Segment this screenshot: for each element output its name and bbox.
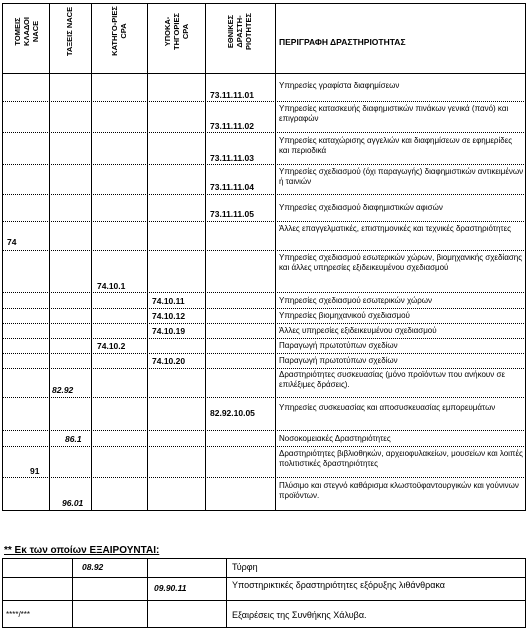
exclusions-col-border [147, 558, 148, 628]
col-border [205, 3, 206, 510]
header-national: ΕΘΝΙΚΕΣ ΔΡΑΣΤΗ- ΡΙΟΤΗΤΕΣ [226, 12, 254, 50]
exclusion-description: Εξαιρέσεις της Συνθήκης Χάλυβα. [232, 610, 367, 620]
activity-description: Υπηρεσίες γραφίστα διαφημίσεων [279, 81, 400, 90]
exclusions-col-border [2, 558, 3, 628]
activity-description: Άλλες επαγγελματικές, επιστημονικές και τεχνικές δραστηριότητες [279, 224, 511, 233]
activity-description: Υπηρεσίες καταχώρισης αγγελιών και διαφημίσεων σε εφημερίδες και περιοδικά [279, 136, 513, 155]
col-border [91, 3, 92, 510]
row-divider [2, 323, 526, 324]
sector-code: 91 [30, 466, 40, 476]
row-divider [2, 101, 526, 102]
class-code: 82.92 [52, 385, 74, 395]
national-code: 73.11.11.02 [210, 121, 254, 131]
exclusions-col-border [525, 558, 526, 628]
row-divider [2, 292, 526, 293]
row-divider [2, 397, 526, 398]
row-divider [2, 308, 526, 309]
activity-description: Νοσοκομειακές Δραστηριότητες [279, 434, 391, 443]
activity-description: Υπηρεσίες σχεδιασμού (όχι παραγωγής) διαφημιστικών αντικειμένων ή ταινιών [279, 167, 524, 186]
national-code: 73.11.11.01 [210, 90, 254, 100]
row-divider [2, 250, 526, 251]
table-bottom-border [2, 510, 526, 511]
activity-description: Υπηρεσίες βιομηχανικού σχεδιασμού [279, 311, 410, 320]
row-divider [2, 368, 526, 369]
activity-description: Παραγωγή πρωτοτύπων σχεδίων [279, 341, 398, 350]
exclusion-code: 08.92 [82, 562, 104, 572]
header-bottom-border [2, 73, 526, 74]
exclusion-code: 09.90.11 [154, 583, 187, 593]
subcategory-code: 74.10.19 [152, 326, 186, 336]
col-border [525, 3, 526, 510]
national-code: 73.11.11.05 [210, 209, 254, 219]
row-divider [2, 353, 526, 354]
exclusions-table-border [2, 558, 526, 559]
exclusions-col-border [226, 558, 227, 628]
row-divider [2, 221, 526, 222]
exclusion-description: Υποστηρικτικές δραστηριότητες εξόρυξης λιθάνθρακα [232, 580, 445, 590]
row-divider [2, 164, 526, 165]
class-code: 86.1 [65, 434, 82, 444]
subcategory-code: 74.10.11 [152, 296, 185, 306]
national-code: 73.11.11.03 [210, 153, 254, 163]
row-divider [2, 194, 526, 195]
col-border [275, 3, 276, 510]
exclusion-description: Τύρφη [232, 562, 258, 572]
activity-description: Υπηρεσίες σχεδιασμού εσωτερικών χώρων, βιομηχανικής σχεδίασης και άλλες υπηρεσίες εξιδεικευμένου σχεδιασμού [279, 253, 523, 272]
sector-code: 74 [7, 237, 17, 247]
header-categories: ΚΑΤΗΓΟ-ΡΙΕΣ CPA [109, 6, 128, 56]
exclusions-title: ** Εκ των οποίων ΕΞΑΙΡΟΥΝΤΑΙ: [4, 545, 160, 556]
row-divider [2, 132, 526, 133]
subcategory-code: 74.10.12 [152, 311, 186, 321]
subcategory-code: 74.10.20 [152, 356, 186, 366]
col-border [49, 3, 50, 510]
header-description: ΠΕΡΙΓΡΑΦΗ ΔΡΑΣΤΗΡΙΟΤΗΤΑΣ [279, 37, 406, 47]
exclusions-row-divider [2, 577, 526, 578]
activity-description: Υπηρεσίες σχεδιασμού εσωτερικών χώρων [279, 296, 433, 305]
row-divider [2, 430, 526, 431]
activity-description: Παραγωγή πρωτοτύπων σχεδίων [279, 356, 398, 365]
col-border [2, 3, 3, 510]
col-border [147, 3, 148, 510]
row-divider [2, 477, 526, 478]
header-sectors: ΤΟΜΕΙΣ ΚΛΑΔΟΙ NACE [12, 16, 40, 46]
activity-description: Δραστηριότητες βιβλιοθηκών, αρχειοφυλακείων, μουσείων και λοιπές πολιτιστικές δραστηριότητες [279, 449, 523, 468]
exclusions-row-divider [2, 600, 526, 601]
activity-description: Υπηρεσίες σχεδιασμού διαφημιστικών αφισών [279, 203, 443, 212]
exclusions-table-border [2, 627, 526, 628]
category-code: 74.10.1 [97, 281, 126, 291]
header-subcategories: ΥΠΟΚΑ- ΤΗΓΟΡΙΕΣ CPA [162, 12, 190, 50]
activity-description: Άλλες υπηρεσίες εξιδεικευμένου σχεδιασμού [279, 326, 437, 335]
table-top-border [2, 3, 526, 4]
activity-description: Πλύσιμο και στεγνό καθάρισμα κλωστοϋφαντουργικών και γούνινων προϊόντων. [279, 481, 519, 500]
national-code: 73.11.11.04 [210, 182, 254, 192]
row-divider [2, 446, 526, 447]
activity-description: Υπηρεσίες συσκευασίας και αποσυσκευασίας εμπορευμάτων [279, 403, 496, 412]
header-classes: ΤΑΞΕΙΣ NACE [65, 6, 75, 56]
national-code: 82.92.10.05 [210, 408, 255, 418]
activity-description: Δραστηριότητες συσκευασίας (μόνο προϊόντων που ανήκουν σε επιλέξιμες δράσεις). [279, 370, 506, 389]
activity-description: Υπηρεσίες κατασκευής διαφημιστικών πινάκων γενικά (πανό) και επιγραφών [279, 104, 509, 123]
exclusion-code: ****/*** [6, 610, 31, 619]
row-divider [2, 338, 526, 339]
class-code: 96.01 [62, 498, 84, 508]
exclusions-col-border [72, 558, 73, 628]
category-code: 74.10.2 [97, 341, 126, 351]
